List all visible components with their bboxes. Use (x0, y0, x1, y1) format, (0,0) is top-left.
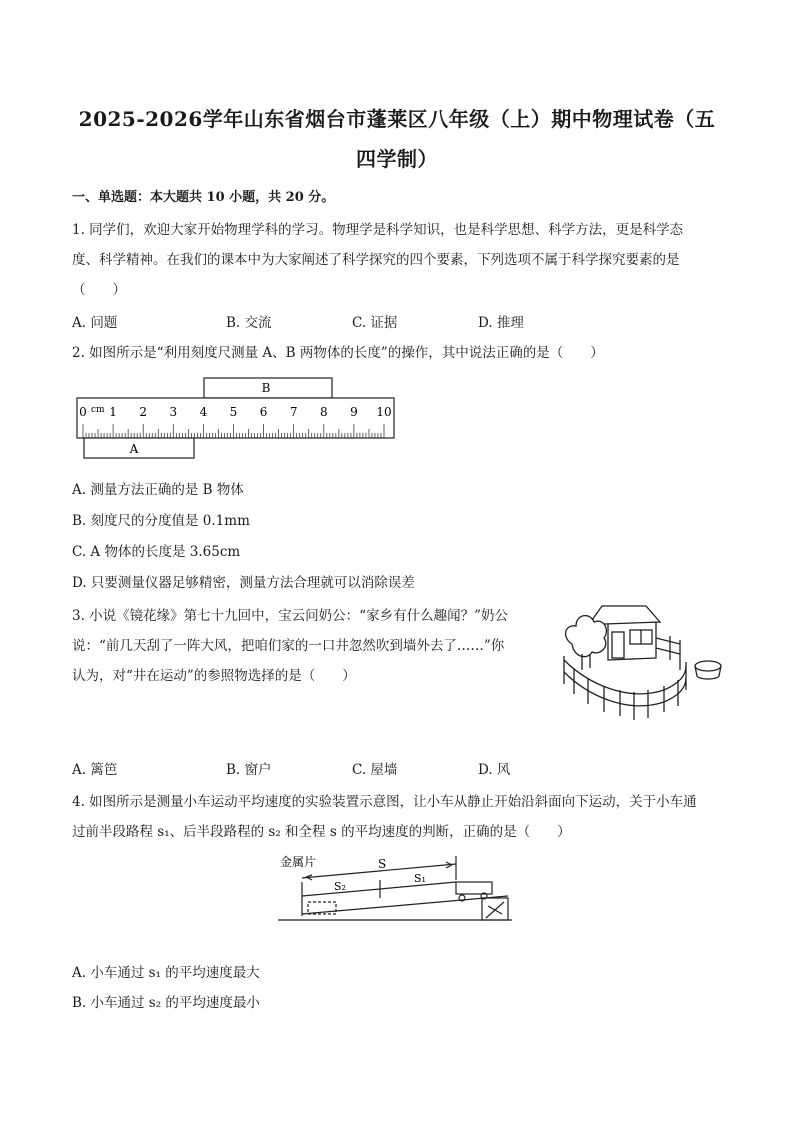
q2-option-b: B. 刻度尺的分度值是 0.1mm (72, 513, 250, 529)
q3-stem-line2: 说：“前几天刮了一阵大风，把咱们家的一口井忽然吹到墙外去了……”你 (72, 638, 505, 654)
q3-stem-line3: 认为，对“井在运动”的参照物选择的是（ ） (72, 668, 356, 684)
ruler-number: 9 (350, 405, 358, 419)
q1-stem-line2: 度、科学精神。在我们的课本中为大家阐述了科学探究的四个要素，下列选项不属于科学探究要素的是 (72, 252, 680, 268)
q3-stem-line1: 3. 小说《镜花缘》第七十九回中，宝云问奶公：“家乡有什么趣闻？”奶公 (72, 608, 508, 624)
object-a (84, 438, 194, 458)
s-label: S (378, 857, 387, 871)
ruler-unit: cm (91, 405, 105, 415)
q3-option-b: B. 窗户 (226, 762, 272, 778)
object-a-label: A (129, 442, 139, 456)
q3-option-a: A. 篱笆 (72, 762, 118, 778)
s1-label: S₁ (414, 872, 426, 885)
q4-option-b: B. 小车通过 s₂ 的平均速度最小 (72, 995, 260, 1011)
q1-option-c: C. 证据 (352, 315, 398, 331)
q4-stem-line2: 过前半段路程 s₁、后半段路程的 s₂ 和全程 s 的平均速度的判断，正确的是（ ） (72, 824, 571, 840)
q1-option-b: B. 交流 (226, 315, 272, 331)
ruler-number: 4 (199, 405, 208, 419)
ruler-number: 8 (319, 405, 328, 419)
q1-stem-line3: （ ） (72, 282, 126, 298)
section-heading: 一、单选题：本大题共 10 小题，共 20 分。 (72, 190, 335, 205)
q1-stem-line1: 1. 同学们，欢迎大家开始物理学科的学习。物理学是科学知识，也是科学思想、科学方法，更是科学态 (72, 222, 684, 238)
ruler-number: 10 (376, 405, 392, 419)
q3-option-c: C. 屋墙 (352, 762, 398, 778)
ruler-number: 5 (229, 405, 238, 419)
ruler-number: 2 (139, 405, 148, 419)
object-b-label: B (261, 381, 271, 395)
ruler-number: 6 (259, 405, 268, 419)
q4-option-a: A. 小车通过 s₁ 的平均速度最大 (72, 965, 260, 981)
q4-stem-line1: 4. 如图所示是测量小车运动平均速度的实验装置示意图，让小车从静止开始沿斜面向下运动，关于小车通 (72, 794, 697, 810)
ruler-number: 3 (169, 405, 178, 419)
s2-label: S₂ (334, 880, 346, 893)
incline-figure (276, 852, 526, 926)
ruler-number: 0 (79, 405, 87, 419)
q1-option-a: A. 问题 (72, 315, 118, 331)
q1-option-d: D. 推理 (478, 315, 524, 331)
q3-option-d: D. 风 (478, 762, 511, 778)
house-well-illustration (548, 598, 726, 728)
ruler-figure (72, 374, 402, 462)
page-title-continued: 四学制） (356, 147, 438, 171)
q2-option-c: C. A 物体的长度是 3.65cm (72, 544, 241, 560)
metal-plate-label: 金属片 (280, 855, 317, 869)
q2-stem: 2. 如图所示是“利用刻度尺测量 A、B 两物体的长度”的操作，其中说法正确的是（ ） (72, 345, 604, 361)
q2-option-a: A. 测量方法正确的是 B 物体 (72, 482, 244, 498)
page-title: 2025-2026学年山东省烟台市蓬莱区八年级（上）期中物理试卷（五 (78, 107, 716, 131)
ruler-number: 1 (109, 405, 117, 419)
q2-option-d: D. 只要测量仪器足够精密，测量方法合理就可以消除误差 (72, 575, 415, 591)
ruler-number: 7 (289, 405, 298, 419)
